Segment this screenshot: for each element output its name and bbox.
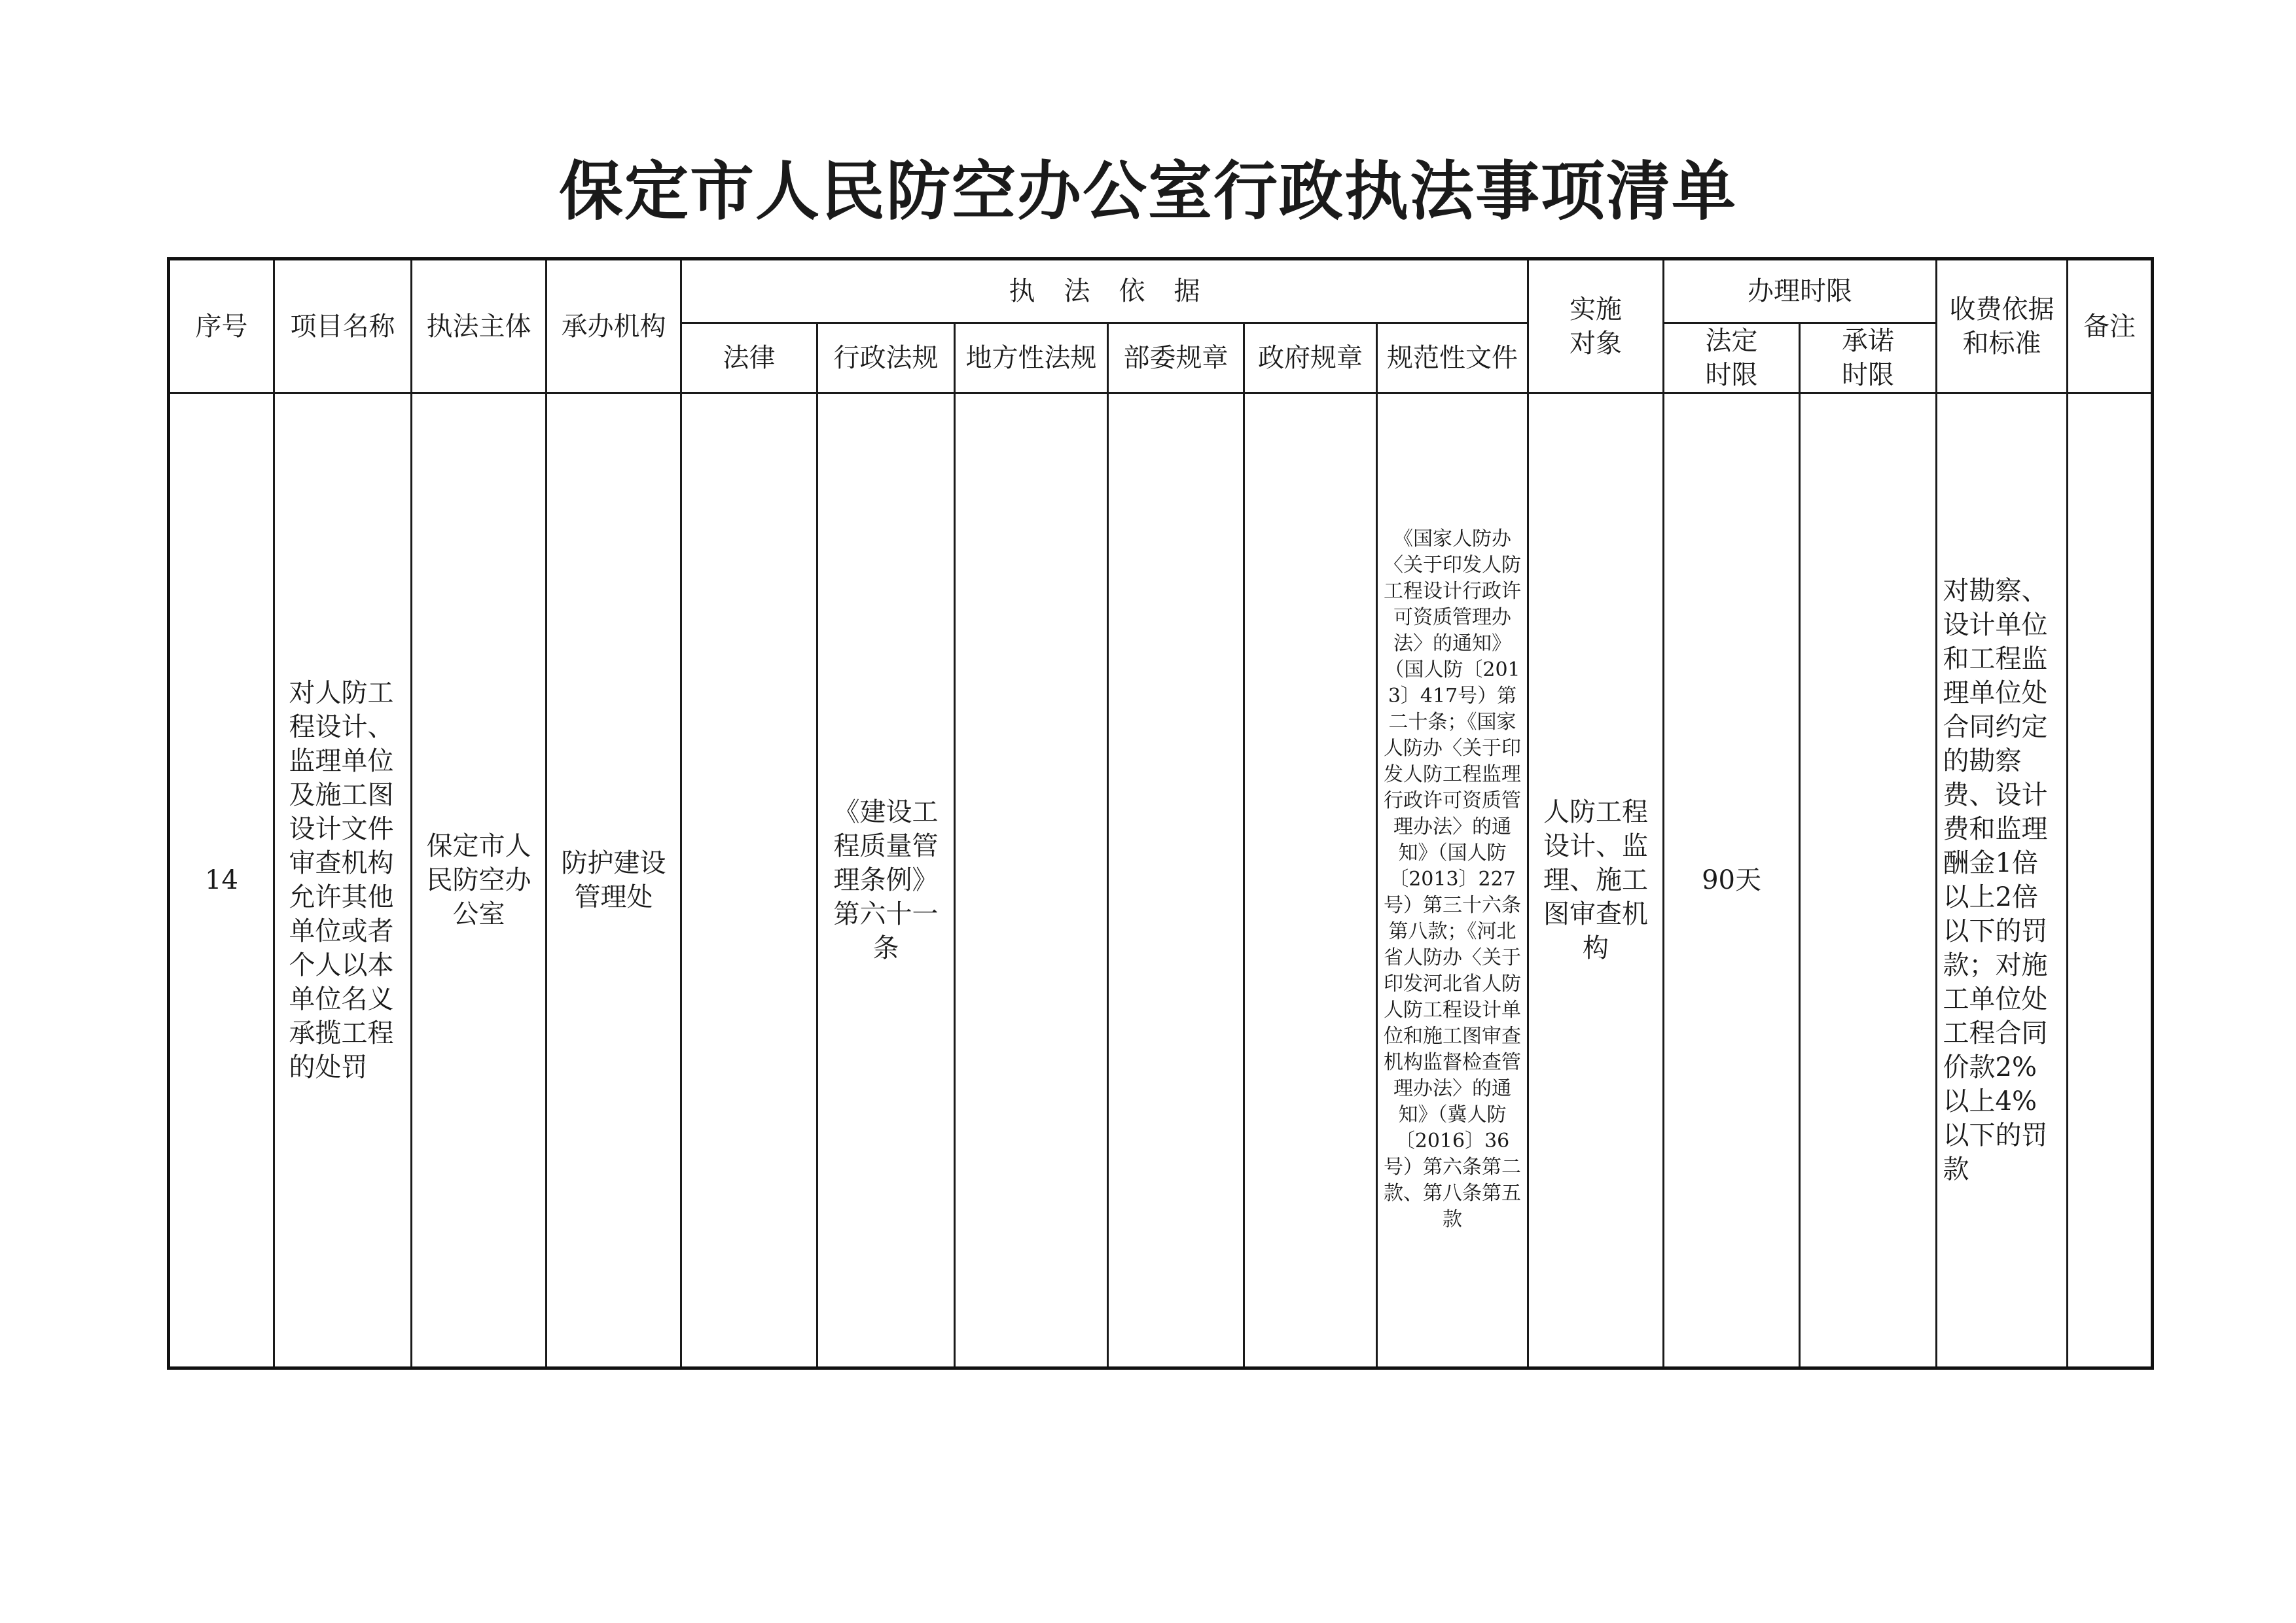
header-target-label: 实施对象 — [1570, 294, 1623, 359]
header-legal-time-label: 法定时限 — [1705, 326, 1758, 390]
cell-item-name — [274, 393, 412, 1368]
document-title: 保定市人民防空办公室行政执法事项清单 — [558, 154, 1737, 229]
cell-ministry-rule — [1108, 393, 1244, 1368]
header-item-name: 项目名称 — [274, 259, 412, 393]
header-legal-time — [1664, 323, 1800, 393]
header-time-group: 办理时限 — [1664, 259, 1937, 323]
cell-local-reg — [955, 393, 1108, 1368]
cell-law — [681, 393, 817, 1368]
cell-agency — [412, 393, 547, 1368]
header-promised-time — [1800, 323, 1937, 393]
header-gov-rule: 政府规章 — [1244, 323, 1377, 393]
header-promised-time-label: 承诺时限 — [1842, 326, 1895, 390]
fee-text: 对勘察、设计单位和工程监理单位处合同约定的勘察费、设计费和监理酬金1倍以上2倍以下的罚款；对施工单位处工程合同价款2%以上4%以下的罚款 — [1943, 576, 2048, 1185]
header-row-1 — [169, 259, 2153, 323]
header-basis-group — [681, 259, 1528, 323]
header-ministry-rule: 部委规章 — [1108, 323, 1244, 393]
cell-gov-rule — [1244, 393, 1377, 1368]
header-local-reg: 地方性法规 — [955, 323, 1108, 393]
header-org: 承办机构 — [547, 259, 681, 393]
table-row — [169, 393, 2153, 1368]
header-remark: 备注 — [2068, 259, 2153, 393]
cell-normative-doc — [1377, 393, 1528, 1368]
enforcement-table — [167, 257, 2154, 1370]
cell-legal-time: 90天 — [1664, 393, 1800, 1368]
header-target — [1528, 259, 1664, 393]
target-text: 人防工程设计、监理、施工图审查机构 — [1543, 797, 1649, 963]
cell-org — [547, 393, 681, 1368]
cell-promised-time — [1800, 393, 1937, 1368]
admin-reg-text: 《建设工程质量管理条例》第六十一条 — [833, 797, 939, 963]
org-text: 防护建设管理处 — [561, 848, 666, 912]
header-admin-reg: 行政法规 — [817, 323, 955, 393]
header-seq: 序号 — [169, 259, 274, 393]
cell-target — [1528, 393, 1664, 1368]
header-agency: 执法主体 — [412, 259, 547, 393]
agency-text: 保定市人民防空办公室 — [426, 831, 531, 929]
normative-doc-text: 《国家人防办〈关于印发人防工程设计行政许可资质管理办法〉的通知》（国人防〔2013〕417号）第二十条；《国家人防办〈关于印发人防工程监理行政许可资质管理办法〉的通知》（国人防〔2013〕227号）第三十六条第八款；《河北省人防办〈关于印发河北省人防人防工程设计单位和施工图审查机构监督检查管理办法〉的通知》（冀人防〔2016〕36号）第六条第二款、第八条第五款 — [1384, 527, 1522, 1231]
header-basis-group-label: 执法依据 — [1009, 276, 1229, 306]
header-normative-doc: 规范性文件 — [1377, 323, 1528, 393]
header-law: 法律 — [681, 323, 817, 393]
cell-admin-reg — [817, 393, 955, 1368]
header-fee — [1937, 259, 2068, 393]
cell-remark — [2068, 393, 2153, 1368]
cell-fee — [1937, 393, 2068, 1368]
item-name-text: 对人防工程设计、监理单位及施工图设计文件审查机构允许其他单位或者个人以本单位名义承揽工程的处罚 — [289, 678, 394, 1082]
header-fee-label: 收费依据和标准 — [1949, 294, 2054, 359]
cell-seq: 14 — [169, 393, 274, 1368]
